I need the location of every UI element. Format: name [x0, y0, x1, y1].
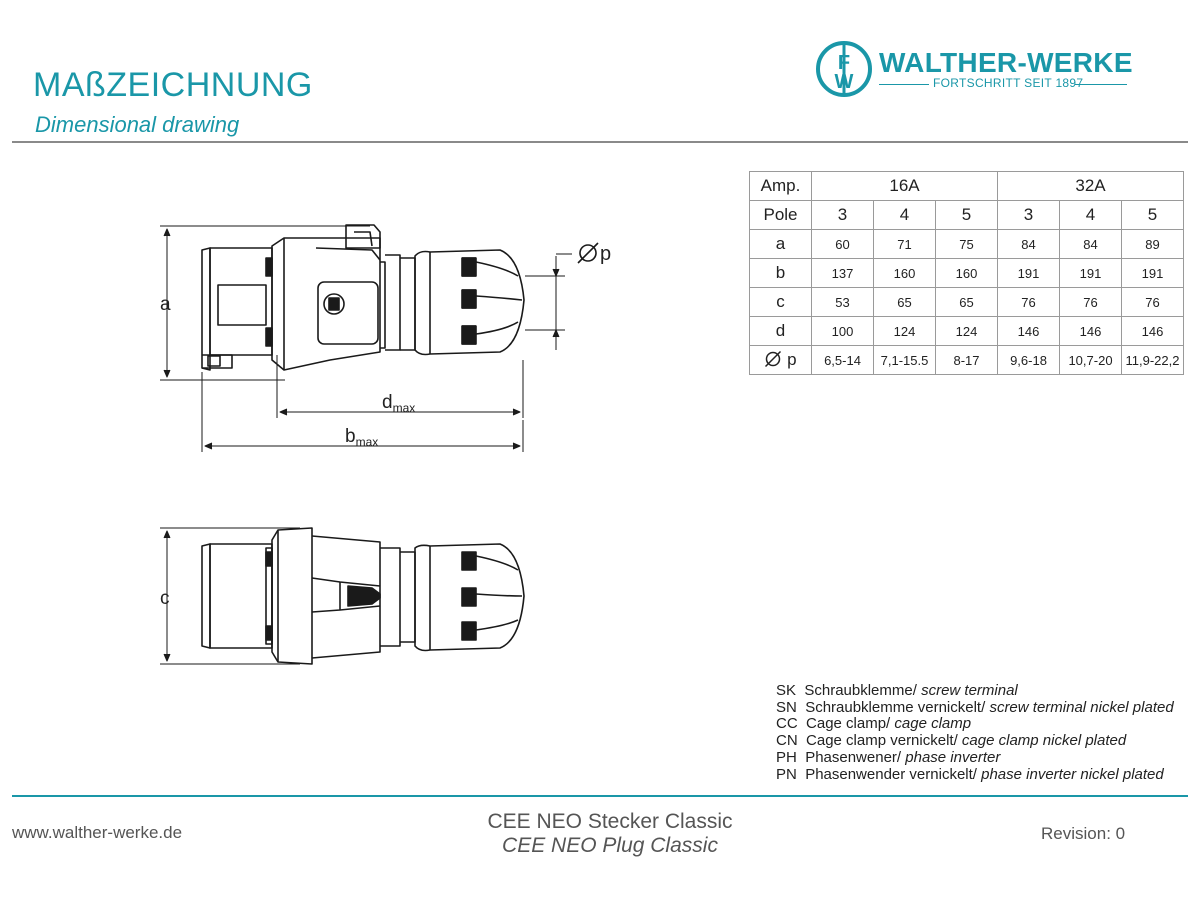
footer-divider [12, 795, 1188, 797]
header-group-16a: 16A [812, 172, 998, 201]
legend-en: screw terminal nickel plated [989, 698, 1174, 716]
legend-en: cage clamp [894, 715, 972, 733]
dimensions-table [749, 171, 1184, 375]
dim-label-d-main: d [382, 392, 393, 413]
table-header-row [750, 172, 1184, 201]
dimensional-drawing [140, 200, 620, 680]
legend-code: PH [776, 748, 797, 766]
row-label: a [750, 230, 812, 259]
legend-item [776, 716, 1174, 733]
dim-label-c: c [160, 588, 170, 609]
dim-label-b [345, 426, 378, 449]
table-pole-row [750, 201, 1184, 230]
table-cell: 8-17 [936, 346, 998, 375]
terminal-legend [776, 683, 1174, 783]
legend-code: PN [776, 765, 797, 783]
pole-cell: 5 [936, 201, 998, 230]
table-cell: 76 [1060, 288, 1122, 317]
logo-tagline: FORTSCHRITT SEIT 1897 [933, 76, 1084, 90]
table-row [750, 317, 1184, 346]
plug-side-view [202, 225, 524, 370]
table-cell: 124 [874, 317, 936, 346]
table-row [750, 346, 1184, 375]
dim-label-p: p [600, 243, 612, 265]
table-cell: 75 [936, 230, 998, 259]
dim-label-b-sub: max [355, 435, 379, 449]
logo-letter-f: F [837, 52, 851, 74]
row-label: d [750, 317, 812, 346]
legend-de: Schraubklemme vernickelt/ [805, 698, 986, 716]
footer-website-link[interactable]: www.walther-werke.de [12, 823, 183, 842]
table-cell: 160 [874, 259, 936, 288]
pole-cell: 4 [1060, 201, 1122, 230]
header-group-32a: 32A [998, 172, 1184, 201]
row-label: c [750, 288, 812, 317]
table-cell: 84 [998, 230, 1060, 259]
legend-en: cage clamp nickel plated [961, 732, 1127, 750]
table-cell: 9,6-18 [998, 346, 1060, 375]
fw-logo-icon [815, 40, 873, 98]
table-cell: 191 [998, 259, 1060, 288]
legend-item [776, 750, 1174, 767]
table-cell: 10,7-20 [1060, 346, 1122, 375]
pole-cell: 5 [1122, 201, 1184, 230]
table-row [750, 288, 1184, 317]
row-label-diameter [750, 346, 812, 375]
page-subtitle: Dimensional drawing [35, 112, 240, 137]
diameter-icon [578, 243, 598, 263]
pole-label: Pole [750, 201, 812, 230]
pole-cell: 3 [812, 201, 874, 230]
dim-label-b-main: b [345, 426, 356, 447]
product-name-de: CEE NEO Stecker Classic [487, 810, 733, 833]
table-cell: 7,1-15.5 [874, 346, 936, 375]
dimension-p [525, 254, 572, 350]
row-label: b [750, 259, 812, 288]
legend-item [776, 767, 1174, 784]
table-cell: 146 [998, 317, 1060, 346]
table-cell: 89 [1122, 230, 1184, 259]
table-cell: 146 [1122, 317, 1184, 346]
table-cell: 71 [874, 230, 936, 259]
legend-en: phase inverter [905, 748, 1001, 766]
legend-code: CN [776, 732, 798, 750]
legend-de: Schraubklemme/ [804, 682, 917, 699]
logo-tagline-rule-right [1075, 84, 1127, 85]
table-cell: 124 [936, 317, 998, 346]
legend-item [776, 683, 1174, 700]
footer-revision: Revision: 0 [1041, 824, 1126, 843]
walther-werke-logo [815, 40, 1135, 100]
table-cell: 146 [1060, 317, 1122, 346]
dim-label-d [382, 392, 415, 415]
legend-item [776, 700, 1174, 717]
table-cell: 191 [1060, 259, 1122, 288]
logo-letter-w: W [834, 71, 854, 93]
table-cell: 60 [812, 230, 874, 259]
footer-product [440, 810, 780, 858]
logo-tagline-rule-left [879, 84, 929, 85]
header-amp-label: Amp. [750, 172, 812, 201]
legend-de: Phasenwener/ [805, 748, 902, 766]
row-label: p [787, 350, 797, 369]
legend-item [776, 733, 1174, 750]
table-cell: 76 [998, 288, 1060, 317]
dimension-c [160, 528, 300, 664]
header-divider [12, 141, 1188, 143]
logo-company-name: WALTHER-WERKE [879, 47, 1133, 78]
dim-label-a: a [160, 294, 171, 315]
legend-de: Cage clamp vernickelt/ [806, 732, 958, 750]
table-cell: 65 [874, 288, 936, 317]
table-row [750, 230, 1184, 259]
dim-label-d-sub: max [392, 401, 416, 415]
diameter-icon [764, 350, 782, 368]
table-row [750, 259, 1184, 288]
table-cell: 11,9-22,2 [1122, 346, 1184, 375]
product-name-en: CEE NEO Plug Classic [502, 834, 718, 857]
table-cell: 160 [936, 259, 998, 288]
legend-de: Phasenwender vernickelt/ [805, 765, 977, 783]
table-cell: 76 [1122, 288, 1184, 317]
legend-en: screw terminal [921, 682, 1018, 699]
pole-cell: 3 [998, 201, 1060, 230]
plug-top-view [202, 528, 524, 664]
legend-code: CC [776, 715, 798, 733]
page-title: MAßZEICHNUNG [33, 66, 313, 104]
table-cell: 191 [1122, 259, 1184, 288]
table-cell: 53 [812, 288, 874, 317]
table-cell: 65 [936, 288, 998, 317]
legend-en: phase inverter nickel plated [981, 765, 1164, 783]
table-cell: 100 [812, 317, 874, 346]
table-cell: 137 [812, 259, 874, 288]
table-cell: 6,5-14 [812, 346, 874, 375]
legend-de: Cage clamp/ [806, 715, 891, 733]
legend-code: SK [776, 682, 797, 699]
legend-code: SN [776, 698, 797, 716]
table-cell: 84 [1060, 230, 1122, 259]
pole-cell: 4 [874, 201, 936, 230]
